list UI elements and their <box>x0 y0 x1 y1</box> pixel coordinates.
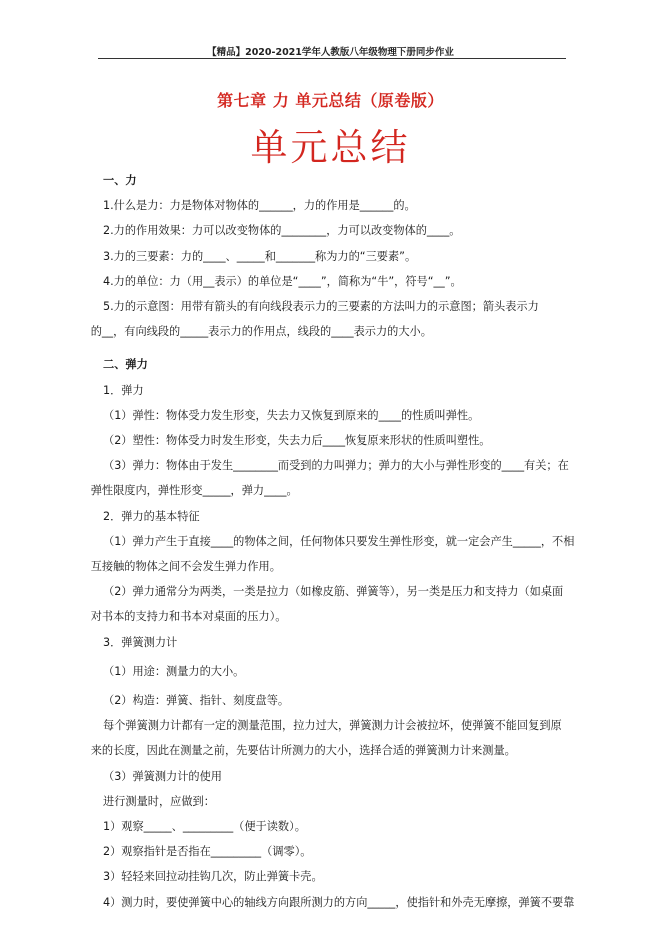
usage-heading: （3）弹簧测力计的使用 <box>103 769 222 783</box>
feature-1-line1: （1）弹力产生于直接____的物体之间，任何物体只要发生弹性形变，就一定会产生_____，不相 <box>103 534 575 548</box>
dynamometer-structure: （2）构造：弹簧、指针、刻度盘等。 <box>103 694 290 708</box>
item-1: 1.什么是力：力是物体对物体的______，力的作用是______的。 <box>103 199 416 213</box>
elastic-3-line1: （3）弹力：物体由于发生________而受到的力叫弹力；弹力的大小与弹性形变的____有关；在 <box>103 459 569 473</box>
range-line1: 每个弹簧测力计都有一定的测量范围，拉力过大，弹簧测力计会被拉坏，使弹簧不能回复到原 <box>103 719 562 733</box>
dynamometer-use: （1）用途：测量力的大小。 <box>103 664 245 678</box>
item-2: 2.力的作用效果：力可以改变物体的________，力可以改变物体的____。 <box>103 224 461 238</box>
usage-intro: 进行测量时，应做到： <box>103 794 215 808</box>
subheading-elastic: 1．弹力 <box>103 383 144 397</box>
elastic-3-line2: 弹性限度内，弹性形变_____，弹力____。 <box>90 484 298 498</box>
usage-step-1: 1）观察_____、_________（便于读数）。 <box>103 820 306 834</box>
header-rule <box>98 58 566 59</box>
elastic-2: （2）塑性：物体受力时发生形变，失去力后____恢复原来形状的性质叫塑性。 <box>103 434 491 448</box>
usage-step-3: 3）轻轻来回拉动挂钩几次，防止弹簧卡壳。 <box>103 870 323 884</box>
section-heading-force: 一、力 <box>103 174 137 187</box>
running-header: 【精品】2020-2021学年人教版八年级物理下册同步作业 <box>207 47 454 58</box>
feature-2-line1: （2）弹力通常分为两类，一类是拉力（如橡皮筋、弹簧等），另一类是压力和支持力（如桌面 <box>103 585 564 599</box>
section-heading-elastic: 二、弹力 <box>103 358 148 372</box>
elastic-1: （1）弹性：物体受力发生形变，失去力又恢复到原来的____的性质叫弹性。 <box>103 408 480 422</box>
item-5-line2: 的__，有向线段的_____表示力的作用点，线段的____表示力的大小。 <box>90 325 432 339</box>
item-4: 4.力的单位：力（用__表示）的单位是“____”，简称为“牛”，符号“__”。 <box>103 274 462 288</box>
unit-summary-heading: 单元总结 <box>250 126 411 169</box>
subheading-dynamometer: 3．弹簧测力计 <box>103 635 178 649</box>
chapter-title: 第七章 力 单元总结（原卷版） <box>217 91 444 110</box>
item-3: 3.力的三要素：力的____、_____和_______称为力的“三要素”。 <box>103 249 417 263</box>
feature-1-line2: 互接触的物体之间不会发生弹力作用。 <box>90 560 281 574</box>
item-5-line1: 5.力的示意图：用带有箭头的有向线段表示力的三要素的方法叫力的示意图；箭头表示力 <box>103 300 539 314</box>
usage-step-2: 2）观察指针是否指在_________（调零）。 <box>103 845 312 859</box>
feature-2-line2: 对书本的支持力和书本对桌面的压力）。 <box>90 610 287 624</box>
usage-step-4: 4）测力时，要使弹簧中心的轴线方向跟所测力的方向_____，使指针和外壳无摩擦，弹簧不要靠 <box>103 895 575 909</box>
range-line2: 来的长度，因此在测量之前，先要估计所测力的大小，选择合适的弹簧测力计来测量。 <box>90 744 516 758</box>
content-body <box>90 168 578 915</box>
subheading-features: 2．弹力的基本特征 <box>103 509 200 523</box>
